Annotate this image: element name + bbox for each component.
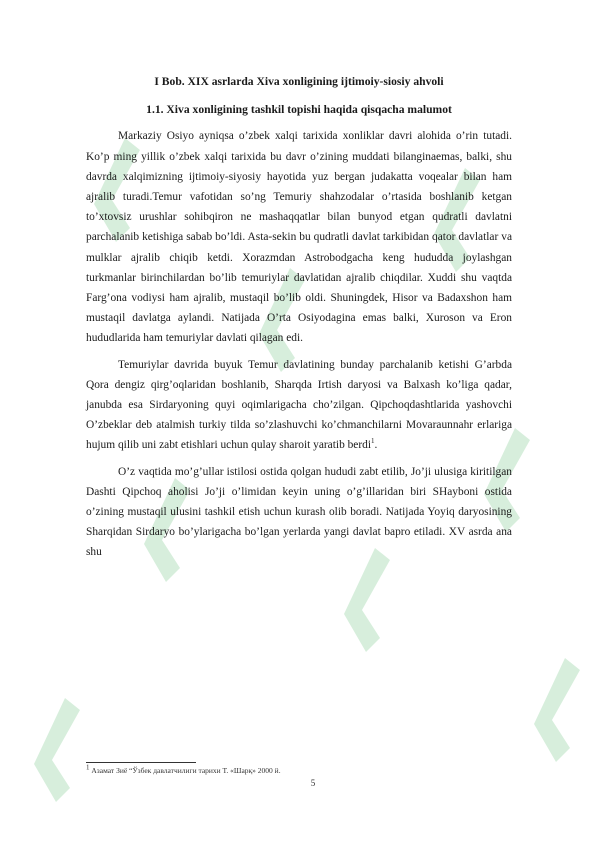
footnote-reference[interactable]: 1: [371, 437, 375, 446]
footnote-text: Азамат Зиё “Ўзбек давлатчилиги тарихи Т. «Шарқ» 2000 й.: [91, 766, 281, 775]
document-body: [86, 72, 512, 569]
footnote: [86, 763, 512, 776]
chapter-title: I Bob. XIX asrlarda Xiva xonligining ijtimoiy-siosiy ahvoli: [154, 75, 444, 88]
watermark-icon: [20, 690, 90, 810]
paragraph: Temuriylar davrida buyuk Temur davlatining bunday parchalanib ketishi G’arbda Qora dengiz qirg’oqlaridan boshlanib, Sharqda Irtish daryosi va Balxash ko’liga qadar, janubda esa Sirdaryoning quyi oqimlarigacha cho’zilgan. Qipchoqdashtlarida yashovchi O’zbeklar deb atalmish turkiy tilda so’zlashuvchi ko’chmanchilarni Movaraunnahr erlariga hujum qilib uni zabt etishlari uchun qulay sharoit yaratib berdi$^1$.: [86, 358, 512, 452]
paragraph-text: Temuriylar davrida buyuk Temur davlatining bunday parchalanib ketishi G’arbda Qora dengiz qirg’oqlaridan boshlanib, Sharqda Irtish daryosi va Balxash ko’liga qadar, janubda esa Sirdaryoning quyi oqimlarigacha cho’zilgan. Qipchoqdashtlarida yashovchi O’zbeklar deb atalmish turkiy tilda so’zlashuvchi ko’chmanchilarni Movaraunnahr erlariga hujum qilib uni zabt etishlari uchun qulay sharoit yaratib berdi: [86, 358, 512, 452]
page-number: 5: [310, 778, 316, 788]
footnote-divider: [86, 762, 196, 763]
paragraph: Markaziy Osiyo ayniqsa o’zbek xalqi tarixida xonliklar davri alohida o’rin tutadi. Ko’p ming yillik o’zbek xalqi tarixida bu davr o’zining muddati bilanginaemas, balki, shu davrda xalqimizning ijtimoiy-siyosiy hayotida yuz bergan judakatta voqealar bilan ham ajralib turadi.Temur vafotidan so’ng Temuriy shahzodalar o’rtasida boshlanib ketgan to’xtovsiz urushlar sohibqiron ne mashaqqatlar bilan bunyod etgan qudratli davlatni parchalanib ketishiga sabab bo’ldi. Asta-sekin bu qudratli davlat tarkibidan qator davlatlar va mulklar ajralib chiqib ketdi. Xorazmdan Astrobodgacha keng hududda joylashgan turkmanlar birinchilardan bo’lib temuriylar davlatidan ajralib chiqdilar. Xuddi shu vaqtda Farg’ona vodiysi ham ajralib, mustaqil bo’lib oldi. Shuningdek, Hisor va Badaxshon ham mustaqil davlatga aylandi. Natijada O’rta Osiyodagina emas balki, Xuroson va Eron hududlarida ham temuriylar davlati qilagan edi.: [86, 130, 512, 345]
paragraph: O’z vaqtida mo’g’ullar istilosi ostida qolgan hududi zabt etilib, Jo’ji ulusiga kiritilgan Dashti Qipchoq aholisi Jo’ji o’limidan keyin uning o’g’illaridan biri SHayboni ostida o’zining mustaqil ulusini tashkil etish uchun kurash olib boradi. Natijada Yoyiq daryosining Sharqidan Sirdaryo bo’ylarigacha bo’lgan yerlarda yangi davlat bapro etiladi. XV asrda ana shu: [86, 465, 512, 559]
watermark-icon: [520, 650, 590, 770]
section-title: 1.1. Xiva xonligining tashkil topishi haqida qisqacha malumot: [146, 103, 452, 117]
footnote-number: 1: [86, 763, 90, 772]
